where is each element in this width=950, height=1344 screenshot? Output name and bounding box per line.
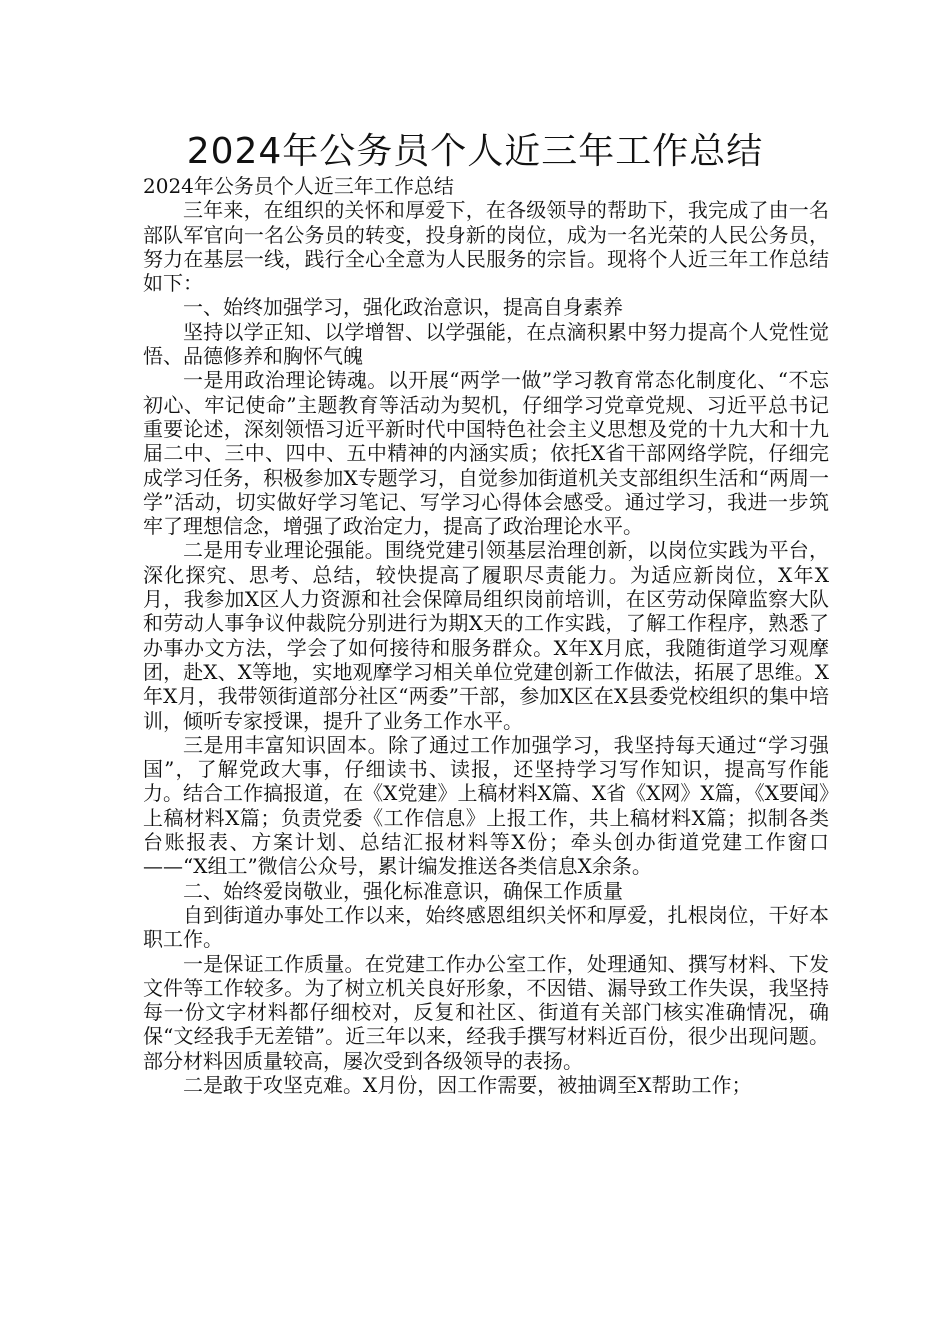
- paragraph: 三年来，在组织的关怀和厚爱下，在各级领导的帮助下，我完成了由一名部队军官向一名公务员的转变，投身新的岗位，成为一名光荣的人民公务员，努力在基层一线，践行全心全意为人民服务的宗旨。现将个人近三年工作总结如下：: [143, 198, 829, 296]
- section-heading: 二、始终爱岗敬业，强化标准意识，确保工作质量: [183, 878, 623, 903]
- paragraph: 二是用专业理论强能。围绕党建引领基层治理创新，以岗位实践为平台，深化探究、思考、总结，较快提高了履职尽责能力。为适应新岗位，X年X月，我参加X区人力资源和社会保障局组织岗前培训，在区劳动保障监察大队和劳动人事争议仲裁院分别进行为期X天的工作实践，了解工作程序，熟悉了办事办文方法，学会了如何接待和服务群众。X年X月底，我随街道学习观摩团，赴X、X等地，实地观摩学习相关单位党建创新工作做法，拓展了思维。X年X月，我带领街道部分社区“两委”干部，参加X区在X县委党校组织的集中培训，倾听专家授课，提升了业务工作水平。: [143, 538, 829, 733]
- paragraph: 自到街道办事处工作以来，始终感恩组织关怀和厚爱，扎根岗位，干好本职工作。: [143, 902, 829, 952]
- paragraph: 三是用丰富知识固本。除了通过工作加强学习，我坚持每天通过“学习强国”，了解党政大事，仔细读书、读报，还坚持学习写作知识，提高写作能力。结合工作搞报道，在《X党建》上稿材料X篇、X省《X网》X篇，《X要闻》上稿材料X篇；负责党委《工作信息》上报工作，共上稿材料X篇；拟制各类台账报表、方案计划、总结汇报材料等X份；牵头创办街道党建工作窗口——“X组工”微信公众号，累计编发推送各类信息X余条。: [143, 732, 829, 879]
- document-body: [143, 174, 829, 1097]
- section-heading: 一、始终加强学习，强化政治意识，提高自身素养: [183, 295, 623, 320]
- paragraph: 一是保证工作质量。在党建工作办公室工作，处理通知、撰写材料、下发文件等工作较多。为了树立机关良好形象，不因错、漏导致工作失误，我坚持每一份文字材料都仔细校对，反复和社区、街道有关部门核实准确情况，确保“文经我手无差错”。近三年以来，经我手撰写材料近百份，很少出现问题。部分材料因质量较高，屡次受到各级领导的表扬。: [143, 951, 829, 1073]
- document-title: 2024年公务员个人近三年工作总结: [186, 131, 764, 172]
- paragraph: 2024年公务员个人近三年工作总结: [143, 174, 454, 198]
- paragraph: 坚持以学正知、以学增智、以学强能，在点滴积累中努力提高个人党性觉悟、品德修养和胸怀气魄: [143, 319, 829, 369]
- paragraph: 一是用政治理论铸魂。以开展“两学一做”学习教育常态化制度化、“不忘初心、牢记使命”主题教育等活动为契机，仔细学习党章党规、习近平总书记重要论述，深刻领悟习近平新时代中国特色社会主义思想及党的十九大和十九届二中、三中、四中、五中精神的内涵实质；依托X省干部网络学院，仔细完成学习任务，积极参加X专题学习，自觉参加街道机关支部组织生活和“两周一学”活动，切实做好学习笔记、写学习心得体会感受。通过学习，我进一步筑牢了理想信念，增强了政治定力，提高了政治理论水平。: [143, 368, 829, 539]
- paragraph: 二是敢于攻坚克难。X月份，因工作需要，被抽调至X帮助工作；: [183, 1072, 752, 1097]
